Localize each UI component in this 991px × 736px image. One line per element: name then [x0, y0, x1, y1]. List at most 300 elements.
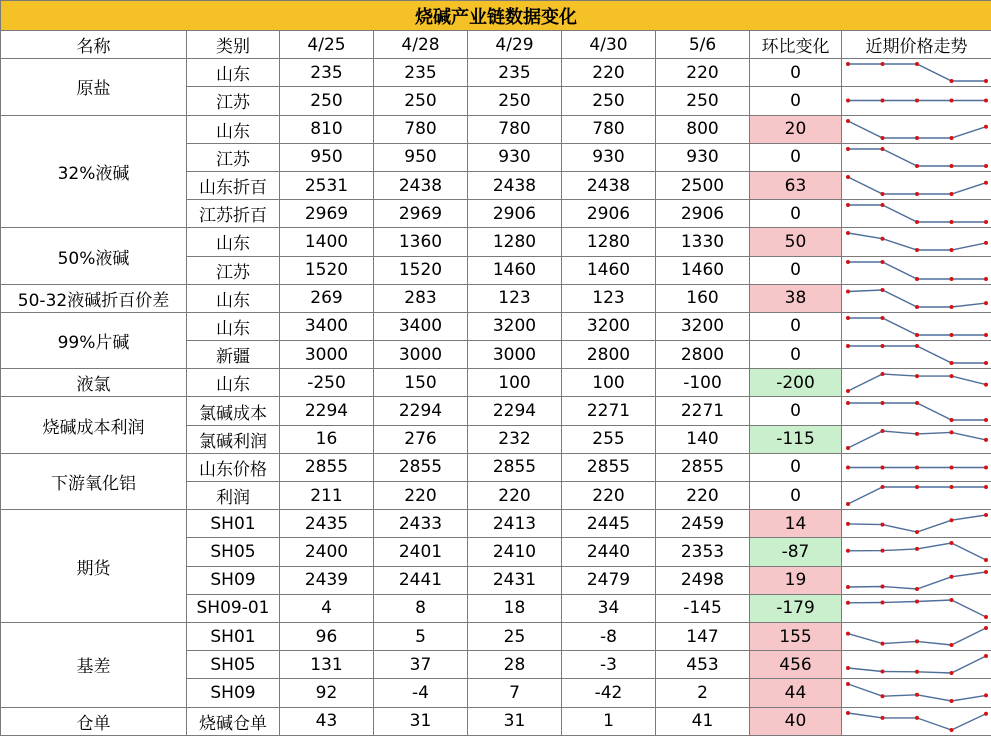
- sparkline-point: [950, 220, 954, 224]
- sparkline-point: [915, 136, 919, 140]
- value-cell: 2: [656, 679, 750, 707]
- sparkline-point: [881, 600, 885, 604]
- sparkline-point: [950, 277, 954, 281]
- change-cell: -87: [750, 538, 842, 566]
- sparkline-chart: [842, 510, 991, 537]
- sparkline-chart: [842, 651, 991, 678]
- group-name-cell: 液氯: [1, 369, 187, 397]
- category-cell: 山东折百: [187, 171, 280, 199]
- value-cell: -250: [280, 369, 374, 397]
- category-cell: SH05: [187, 651, 280, 679]
- value-cell: 930: [656, 143, 750, 171]
- sparkline-chart: [842, 59, 991, 86]
- trend-cell: [842, 425, 991, 453]
- value-cell: 96: [280, 622, 374, 650]
- value-cell: 1520: [374, 256, 468, 284]
- value-cell: 28: [468, 651, 562, 679]
- header-change: 环比变化: [750, 31, 842, 59]
- category-cell: 山东价格: [187, 453, 280, 481]
- header-date: 4/29: [468, 31, 562, 59]
- value-cell: 41: [656, 707, 750, 735]
- sparkline-point: [984, 711, 988, 715]
- trend-cell: [842, 143, 991, 171]
- value-cell: 92: [280, 679, 374, 707]
- trend-cell: [842, 284, 991, 312]
- sparkline-point: [984, 383, 988, 387]
- sparkline-point: [950, 728, 954, 732]
- value-cell: 220: [468, 482, 562, 510]
- sparkline-point: [984, 438, 988, 442]
- category-cell: SH09: [187, 566, 280, 594]
- value-cell: 31: [468, 707, 562, 735]
- sparkline-chart: [842, 228, 991, 255]
- sparkline-point: [915, 401, 919, 405]
- sparkline-point: [984, 241, 988, 245]
- sparkline-point: [881, 344, 885, 348]
- sparkline-line: [848, 233, 986, 250]
- value-cell: 950: [374, 143, 468, 171]
- value-cell: 131: [280, 651, 374, 679]
- sparkline-point: [984, 79, 988, 83]
- sparkline-point: [881, 642, 885, 646]
- category-cell: 山东: [187, 59, 280, 87]
- sparkline-point: [846, 446, 850, 450]
- sparkline-line: [848, 318, 986, 335]
- sparkline-point: [846, 682, 850, 686]
- change-cell: 155: [750, 622, 842, 650]
- sparkline-point: [881, 203, 885, 207]
- value-cell: 2431: [468, 566, 562, 594]
- value-cell: 18: [468, 594, 562, 622]
- value-cell: 16: [280, 425, 374, 453]
- sparkline-point: [915, 305, 919, 309]
- sparkline-line: [848, 149, 986, 166]
- value-cell: 43: [280, 707, 374, 735]
- sparkline-point: [915, 333, 919, 337]
- group-name-cell: 50-32液碱折百价差: [1, 284, 187, 312]
- header-date: 4/28: [374, 31, 468, 59]
- value-cell: 250: [656, 87, 750, 115]
- category-cell: 山东: [187, 228, 280, 256]
- sparkline-point: [881, 136, 885, 140]
- sparkline-line: [848, 177, 986, 194]
- change-cell: 0: [750, 453, 842, 481]
- value-cell: 100: [468, 369, 562, 397]
- value-cell: 123: [468, 284, 562, 312]
- value-cell: 930: [562, 143, 656, 171]
- table-row: [1, 284, 991, 312]
- trend-cell: [842, 397, 991, 425]
- value-cell: 2906: [562, 200, 656, 228]
- sparkline-point: [915, 547, 919, 551]
- value-cell: 2294: [280, 397, 374, 425]
- value-cell: 2445: [562, 510, 656, 538]
- trend-cell: [842, 510, 991, 538]
- table-body: [1, 1, 991, 736]
- sparkline-point: [984, 558, 988, 562]
- sparkline-point: [846, 585, 850, 589]
- sparkline-point: [950, 541, 954, 545]
- value-cell: 220: [562, 482, 656, 510]
- value-cell: 220: [562, 59, 656, 87]
- value-cell: 780: [374, 115, 468, 143]
- value-cell: -3: [562, 651, 656, 679]
- sparkline-chart: [842, 285, 991, 312]
- sparkline-point: [846, 147, 850, 151]
- sparkline-line: [848, 684, 986, 701]
- table-row: [1, 453, 991, 481]
- sparkline-point: [950, 465, 954, 469]
- sparkline-line: [848, 346, 986, 363]
- sparkline-point: [881, 485, 885, 489]
- sparkline-point: [950, 671, 954, 675]
- change-cell: 0: [750, 256, 842, 284]
- value-cell: 2400: [280, 538, 374, 566]
- sparkline-line: [848, 403, 986, 420]
- category-cell: 江苏: [187, 143, 280, 171]
- value-cell: 2440: [562, 538, 656, 566]
- sparkline-point: [915, 670, 919, 674]
- sparkline-point: [984, 220, 988, 224]
- sparkline-point: [984, 694, 988, 698]
- sparkline-chart: [842, 538, 991, 565]
- value-cell: -8: [562, 622, 656, 650]
- sparkline-chart: [842, 679, 991, 706]
- value-cell: 2438: [468, 171, 562, 199]
- sparkline-point: [846, 401, 850, 405]
- value-cell: -42: [562, 679, 656, 707]
- sparkline-point: [881, 695, 885, 699]
- sparkline-point: [846, 465, 850, 469]
- sparkline-point: [915, 99, 919, 103]
- value-cell: 1460: [656, 256, 750, 284]
- value-cell: 2433: [374, 510, 468, 538]
- value-cell: 2271: [562, 397, 656, 425]
- value-cell: 2479: [562, 566, 656, 594]
- sparkline-point: [950, 333, 954, 337]
- value-cell: 232: [468, 425, 562, 453]
- sparkline-point: [984, 181, 988, 185]
- value-cell: 250: [562, 87, 656, 115]
- value-cell: 2855: [656, 453, 750, 481]
- sparkline-point: [950, 574, 954, 578]
- change-cell: 44: [750, 679, 842, 707]
- value-cell: 235: [280, 59, 374, 87]
- table-row: [1, 115, 991, 143]
- value-cell: 3400: [374, 312, 468, 340]
- value-cell: 3000: [374, 341, 468, 369]
- sparkline-point: [846, 549, 850, 553]
- sparkline-line: [848, 262, 986, 279]
- group-name-cell: 烧碱成本利润: [1, 397, 187, 453]
- sparkline-point: [984, 277, 988, 281]
- value-cell: 950: [280, 143, 374, 171]
- sparkline-point: [950, 361, 954, 365]
- category-cell: 山东: [187, 284, 280, 312]
- value-cell: 2800: [562, 341, 656, 369]
- value-cell: 453: [656, 651, 750, 679]
- sparkline-chart: [842, 708, 991, 735]
- value-cell: 123: [562, 284, 656, 312]
- sparkline-point: [984, 485, 988, 489]
- sparkline-point: [950, 430, 954, 434]
- sparkline-point: [950, 99, 954, 103]
- trend-cell: [842, 651, 991, 679]
- value-cell: 1280: [562, 228, 656, 256]
- value-cell: 780: [562, 115, 656, 143]
- change-cell: 63: [750, 171, 842, 199]
- value-cell: -4: [374, 679, 468, 707]
- value-cell: 235: [468, 59, 562, 87]
- group-name-cell: 期货: [1, 510, 187, 623]
- sparkline-point: [881, 465, 885, 469]
- sparkline-point: [915, 693, 919, 697]
- trend-cell: [842, 115, 991, 143]
- value-cell: 235: [374, 59, 468, 87]
- sparkline-point: [984, 513, 988, 517]
- group-name-cell: 仓单: [1, 707, 187, 735]
- table-row: [1, 369, 991, 397]
- sparkline-point: [881, 549, 885, 553]
- change-cell: 14: [750, 510, 842, 538]
- value-cell: 930: [468, 143, 562, 171]
- change-cell: 0: [750, 143, 842, 171]
- value-cell: 250: [280, 87, 374, 115]
- trend-cell: [842, 707, 991, 735]
- group-name-cell: 基差: [1, 622, 187, 707]
- change-cell: 456: [750, 651, 842, 679]
- sparkline-point: [950, 192, 954, 196]
- sparkline-point: [950, 248, 954, 252]
- sparkline-chart: [842, 257, 991, 284]
- sparkline-point: [881, 192, 885, 196]
- sparkline-point: [846, 260, 850, 264]
- sparkline-point: [915, 62, 919, 66]
- value-cell: 2439: [280, 566, 374, 594]
- header-date: 4/25: [280, 31, 374, 59]
- trend-cell: [842, 622, 991, 650]
- change-cell: 0: [750, 312, 842, 340]
- sparkline-point: [950, 485, 954, 489]
- sparkline-point: [915, 587, 919, 591]
- value-cell: 4: [280, 594, 374, 622]
- trend-cell: [842, 228, 991, 256]
- sparkline-point: [846, 289, 850, 293]
- sparkline-chart: [842, 426, 991, 453]
- value-cell: 150: [374, 369, 468, 397]
- title-row: [1, 1, 991, 31]
- sparkline-point: [984, 626, 988, 630]
- sparkline-point: [846, 601, 850, 605]
- sparkline-point: [846, 175, 850, 179]
- category-cell: 烧碱仓单: [187, 707, 280, 735]
- sparkline-point: [881, 715, 885, 719]
- category-cell: 氯碱成本: [187, 397, 280, 425]
- category-cell: 新疆: [187, 341, 280, 369]
- sparkline-point: [881, 62, 885, 66]
- change-cell: -179: [750, 594, 842, 622]
- trend-cell: [842, 369, 991, 397]
- sparkline-chart: [842, 200, 991, 227]
- change-cell: 19: [750, 566, 842, 594]
- value-cell: 211: [280, 482, 374, 510]
- sparkline-point: [915, 192, 919, 196]
- value-cell: 2855: [374, 453, 468, 481]
- value-cell: 2855: [280, 453, 374, 481]
- value-cell: 1460: [562, 256, 656, 284]
- sparkline-point: [846, 62, 850, 66]
- value-cell: 1460: [468, 256, 562, 284]
- trend-cell: [842, 87, 991, 115]
- value-cell: 3400: [280, 312, 374, 340]
- sparkline-point: [915, 530, 919, 534]
- sparkline-point: [915, 277, 919, 281]
- sparkline-point: [881, 584, 885, 588]
- value-cell: 255: [562, 425, 656, 453]
- value-cell: 100: [562, 369, 656, 397]
- sparkline-point: [915, 715, 919, 719]
- sparkline-point: [915, 344, 919, 348]
- value-cell: 2855: [562, 453, 656, 481]
- sparkline-point: [915, 164, 919, 168]
- value-cell: 2438: [562, 171, 656, 199]
- change-cell: 0: [750, 200, 842, 228]
- sparkline-chart: [842, 567, 991, 594]
- sparkline-point: [915, 599, 919, 603]
- sparkline-point: [846, 522, 850, 526]
- value-cell: 2969: [280, 200, 374, 228]
- sparkline-point: [984, 164, 988, 168]
- category-cell: SH09: [187, 679, 280, 707]
- sparkline-point: [915, 465, 919, 469]
- value-cell: 1400: [280, 228, 374, 256]
- sparkline-chart: [842, 623, 991, 650]
- sparkline-point: [984, 465, 988, 469]
- change-cell: 40: [750, 707, 842, 735]
- sparkline-point: [915, 485, 919, 489]
- sparkline-point: [881, 670, 885, 674]
- value-cell: 2800: [656, 341, 750, 369]
- sparkline-point: [984, 361, 988, 365]
- group-name-cell: 32%液碱: [1, 115, 187, 228]
- sparkline-line: [848, 64, 986, 81]
- sparkline-point: [950, 136, 954, 140]
- value-cell: 140: [656, 425, 750, 453]
- category-cell: SH05: [187, 538, 280, 566]
- sparkline-point: [950, 164, 954, 168]
- table-row: [1, 228, 991, 256]
- value-cell: 220: [374, 482, 468, 510]
- value-cell: 2855: [468, 453, 562, 481]
- category-cell: 江苏: [187, 87, 280, 115]
- value-cell: 7: [468, 679, 562, 707]
- trend-cell: [842, 594, 991, 622]
- table-row: [1, 622, 991, 650]
- sparkline-point: [881, 288, 885, 292]
- value-cell: 2531: [280, 171, 374, 199]
- sparkline-chart: [842, 341, 991, 368]
- sparkline-chart: [842, 87, 991, 114]
- sparkline-point: [984, 615, 988, 619]
- trend-cell: [842, 679, 991, 707]
- sparkline-point: [915, 248, 919, 252]
- value-cell: 2410: [468, 538, 562, 566]
- sparkline-point: [950, 699, 954, 703]
- table-title: 烧碱产业链数据变化: [1, 1, 991, 31]
- category-cell: SH09-01: [187, 594, 280, 622]
- sparkline-line: [848, 515, 986, 532]
- sparkline-point: [846, 389, 850, 393]
- value-cell: 780: [468, 115, 562, 143]
- sparkline-point: [915, 220, 919, 224]
- header-trend: 近期价格走势: [842, 31, 991, 59]
- sparkline-point: [915, 639, 919, 643]
- trend-cell: [842, 200, 991, 228]
- table-row: [1, 707, 991, 735]
- value-cell: 1: [562, 707, 656, 735]
- table-row: [1, 59, 991, 87]
- value-cell: 8: [374, 594, 468, 622]
- sparkline-chart: [842, 369, 991, 396]
- change-cell: -115: [750, 425, 842, 453]
- value-cell: 2413: [468, 510, 562, 538]
- value-cell: 2441: [374, 566, 468, 594]
- sparkline-point: [846, 632, 850, 636]
- sparkline-chart: [842, 313, 991, 340]
- change-cell: 0: [750, 59, 842, 87]
- value-cell: 37: [374, 651, 468, 679]
- value-cell: 220: [656, 482, 750, 510]
- header-date: 4/30: [562, 31, 656, 59]
- value-cell: 2459: [656, 510, 750, 538]
- value-cell: 2435: [280, 510, 374, 538]
- sparkline-point: [881, 523, 885, 527]
- category-cell: 江苏折百: [187, 200, 280, 228]
- sparkline-point: [950, 643, 954, 647]
- category-cell: SH01: [187, 622, 280, 650]
- value-cell: 3200: [468, 312, 562, 340]
- change-cell: 0: [750, 87, 842, 115]
- category-cell: SH01: [187, 510, 280, 538]
- trend-cell: [842, 538, 991, 566]
- sparkline-point: [846, 316, 850, 320]
- value-cell: -145: [656, 594, 750, 622]
- category-cell: 山东: [187, 312, 280, 340]
- value-cell: 34: [562, 594, 656, 622]
- sparkline-line: [848, 290, 986, 307]
- value-cell: 1280: [468, 228, 562, 256]
- value-cell: 2294: [468, 397, 562, 425]
- value-cell: 2498: [656, 566, 750, 594]
- sparkline-point: [950, 305, 954, 309]
- value-cell: 160: [656, 284, 750, 312]
- trend-cell: [842, 482, 991, 510]
- value-cell: 2500: [656, 171, 750, 199]
- value-cell: 250: [468, 87, 562, 115]
- sparkline-point: [881, 99, 885, 103]
- sparkline-point: [984, 99, 988, 103]
- sparkline-point: [915, 374, 919, 378]
- sparkline-point: [846, 666, 850, 670]
- sparkline-point: [846, 502, 850, 506]
- value-cell: 3000: [468, 341, 562, 369]
- table-row: [1, 397, 991, 425]
- trend-cell: [842, 566, 991, 594]
- value-cell: 2906: [656, 200, 750, 228]
- sparkline-chart: [842, 116, 991, 143]
- sparkline-chart: [842, 144, 991, 171]
- category-cell: 江苏: [187, 256, 280, 284]
